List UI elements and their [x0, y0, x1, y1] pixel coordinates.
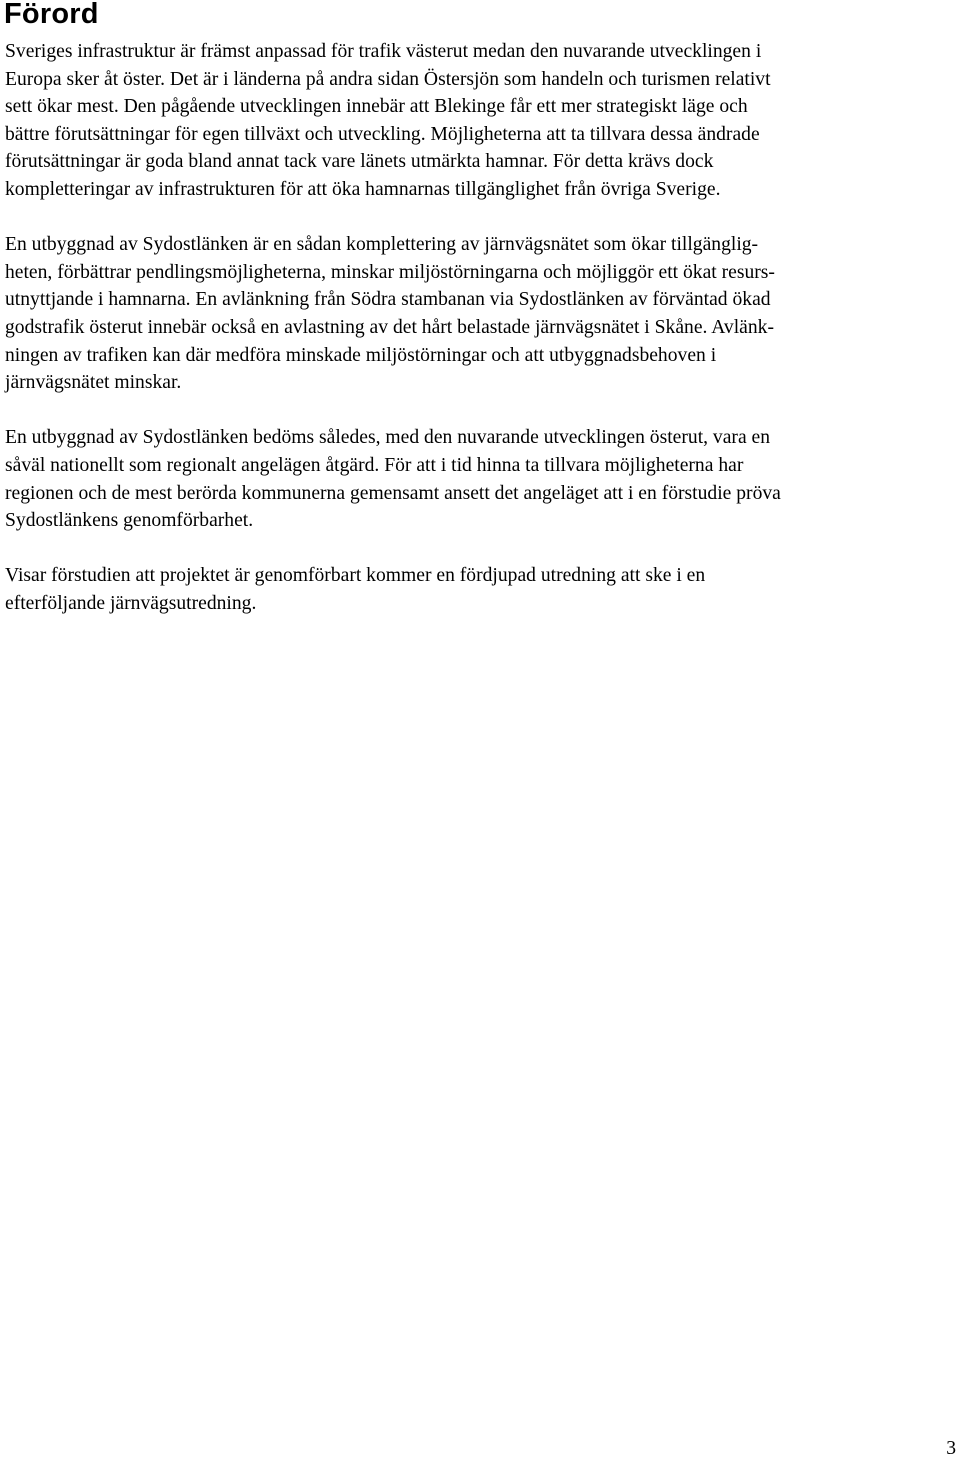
text-line: En utbyggnad av Sydostlänken är en sådan komplettering av järnvägsnätet som ökar tillgänglig- [5, 234, 759, 256]
text-line: efterföljande järnvägsutredning. [5, 592, 257, 614]
paragraph-3 [5, 424, 957, 534]
text-line: förutsättningar är goda bland annat tack vare länets utmärkta hamnar. För detta krävs dock [5, 151, 714, 173]
paragraph-4 [5, 562, 957, 617]
text-line: utnyttjande i hamnarna. En avlänkning från Södra stambanan via Sydostlänken av förväntad ökad [5, 289, 771, 311]
page-title: Förord [4, 0, 99, 30]
text-line: såväl nationellt som regionalt angelägen åtgärd. För att i tid hinna ta tillvara möjligheterna har [5, 454, 744, 476]
text-line: En utbyggnad av Sydostlänken bedöms således, med den nuvarande utvecklingen österut, vara en [5, 427, 771, 449]
text-line: järnvägsnätet minskar. [5, 372, 182, 394]
text-line: regionen och de mest berörda kommunerna gemensamt ansett det angeläget att i en förstudie pröva [5, 482, 781, 504]
text-line: Sveriges infrastruktur är främst anpassad för trafik västerut medan den nuvarande utvecklingen i [5, 41, 762, 62]
text-line: bättre förutsättningar för egen tillväxt och utveckling. Möjligheterna att ta tillvara dessa ändrade [5, 123, 760, 145]
text-line: Europa sker åt öster. Det är i länderna på andra sidan Östersjön som handeln och turismen relativt [5, 68, 771, 90]
document-body [5, 38, 957, 645]
paragraph-1 [5, 38, 957, 204]
text-line: sett ökar mest. Den pågående utvecklingen innebär att Blekinge får ett mer strategiskt läge och [5, 96, 748, 118]
text-line: kompletteringar av infrastrukturen för att öka hamnarnas tillgänglighet från övriga Sverige. [5, 178, 721, 200]
text-line: godstrafik österut innebär också en avlastning av det hårt belastade järnvägsnätet i Skåne. Avlänk- [5, 316, 774, 338]
text-line: Visar förstudien att projektet är genomförbart kommer en fördjupad utredning att ske i en [5, 565, 706, 587]
text-line: Sydostlänkens genomförbarhet. [5, 510, 254, 532]
page-number: 3 [946, 1438, 956, 1459]
paragraph-2 [5, 231, 957, 397]
text-line: heten, förbättrar pendlingsmöjligheterna, minskar miljöstörningarna och möjliggör ett ökat resurs- [5, 261, 775, 283]
text-line: ningen av trafiken kan där medföra minskade miljöstörningar och att utbyggnadsbehoven i [5, 344, 717, 366]
